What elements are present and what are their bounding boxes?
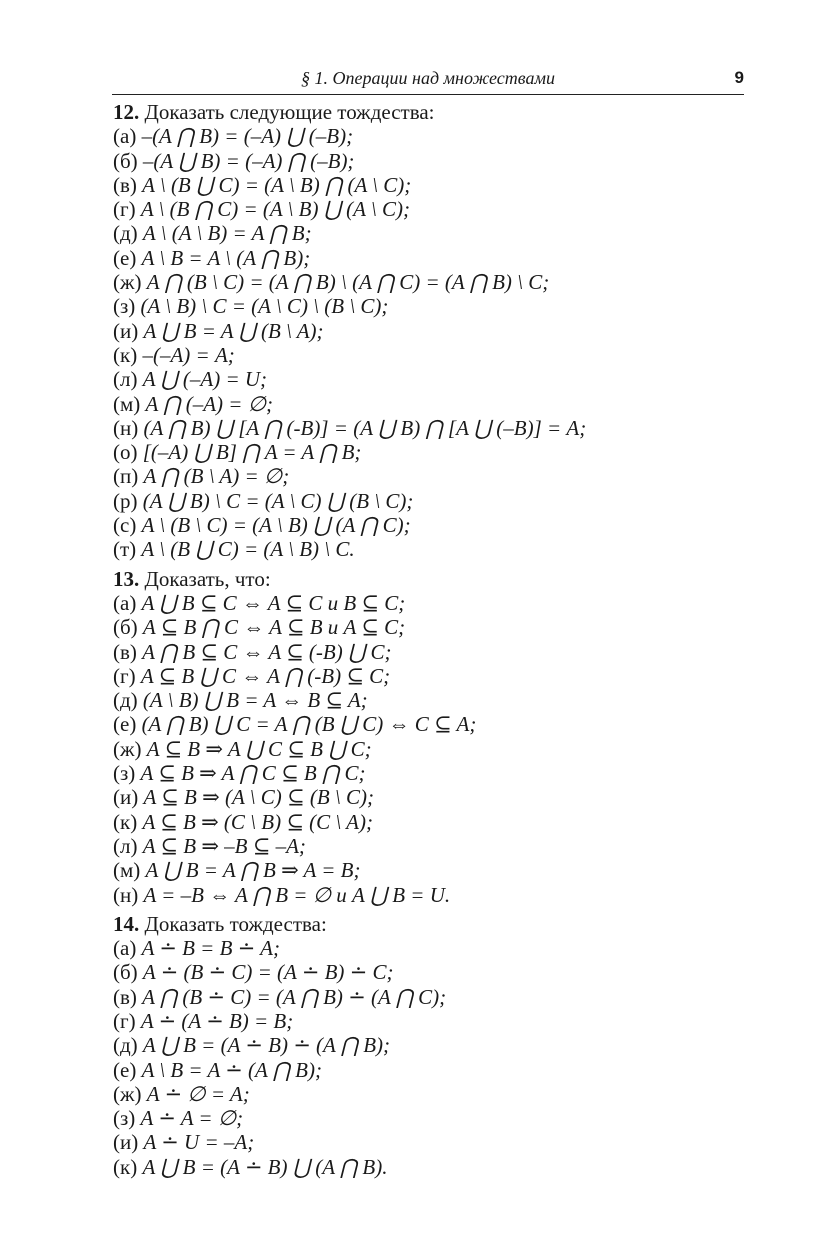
exercise-item bbox=[113, 440, 753, 464]
exercise-item bbox=[113, 246, 753, 270]
item-label: (г) bbox=[113, 197, 136, 222]
item-label: (ж) bbox=[113, 270, 142, 295]
item-formula: A ⋃ B = (A ∸ B) ⋃ (A ⋂ B). bbox=[142, 1154, 388, 1179]
exercise-item bbox=[113, 737, 753, 761]
item-label: (в) bbox=[113, 639, 137, 664]
item-formula: (A ⋃ B) \ C = (A \ C) ⋃ (B \ C); bbox=[142, 488, 414, 513]
exercise-item bbox=[113, 221, 753, 245]
item-formula: A ⊆ B ⇒ (C \ B) ⊆ (C \ A); bbox=[142, 809, 373, 834]
exercise-item bbox=[113, 858, 753, 882]
item-formula: (A ⋂ B) ⋃ [A ⋂ (-B)] = (A ⋃ B) ⋂ [A ⋃ (–B)] = A; bbox=[143, 415, 587, 440]
running-title: § 1. Операции над множествами bbox=[301, 68, 555, 88]
exercise-item bbox=[113, 664, 753, 688]
item-label: (л) bbox=[113, 367, 138, 392]
problem-statement: Доказать, что: bbox=[144, 566, 271, 591]
problem-title bbox=[113, 567, 753, 591]
item-formula: A \ (B \ C) = (A \ B) ⋃ (A ⋂ C); bbox=[141, 513, 411, 538]
exercise-item bbox=[113, 1058, 753, 1082]
item-label: (б) bbox=[113, 960, 138, 985]
item-formula: A ⋂ (–A) = ∅; bbox=[145, 391, 273, 416]
item-label: (к) bbox=[113, 1154, 138, 1179]
item-formula: –(A ⋂ B) = (–A) ⋃ (–B); bbox=[141, 124, 354, 149]
exercise-item bbox=[113, 416, 753, 440]
item-formula: A ∸ B = B ∸ A; bbox=[141, 936, 280, 961]
item-label: (а) bbox=[113, 124, 137, 149]
exercise-item bbox=[113, 513, 753, 537]
exercise-item bbox=[113, 615, 753, 639]
item-label: (д) bbox=[113, 221, 138, 246]
exercise-item bbox=[113, 392, 753, 416]
item-formula: A ⊆ B ⋂ C ⇔ A ⊆ B и A ⊆ C; bbox=[142, 615, 406, 640]
exercise-item bbox=[113, 1033, 753, 1057]
item-label: (з) bbox=[113, 294, 136, 319]
exercise-item bbox=[113, 712, 753, 736]
item-formula: A ⋃ B = (A ∸ B) ∸ (A ⋂ B); bbox=[142, 1033, 391, 1058]
problem-statement: Доказать следующие тождества: bbox=[144, 100, 435, 124]
exercise-item bbox=[113, 1130, 753, 1154]
item-formula: A = –B ⇔ A ⋂ B = ∅ и A ⋃ B = U. bbox=[143, 882, 451, 907]
item-label: (и) bbox=[113, 1130, 139, 1155]
item-formula: A \ B = A \ (A ⋂ B); bbox=[141, 245, 311, 270]
item-formula: –(A ⋃ B) = (–A) ⋂ (–B); bbox=[142, 148, 355, 173]
exercise-item bbox=[113, 883, 753, 907]
exercise-item bbox=[113, 785, 753, 809]
running-head bbox=[112, 64, 744, 95]
item-formula: A \ (B ⋃ C) = (A \ B) ⋂ (A \ C); bbox=[142, 172, 412, 197]
item-formula: (A \ B) \ C = (A \ C) \ (B \ C); bbox=[140, 294, 389, 319]
problem-12 bbox=[113, 100, 753, 562]
exercise-item bbox=[113, 985, 753, 1009]
item-label: (и) bbox=[113, 318, 139, 343]
item-label: (и) bbox=[113, 785, 139, 810]
exercise-item bbox=[113, 1082, 753, 1106]
item-label: (м) bbox=[113, 391, 141, 416]
item-formula: A ∸ (B ∸ C) = (A ∸ B) ∸ C; bbox=[142, 960, 394, 985]
item-formula: (A ⋂ B) ⋃ C = A ⋂ (B ⋃ C) ⇔ C ⊆ A; bbox=[141, 712, 477, 737]
item-label: (ж) bbox=[113, 1081, 142, 1106]
problem-title bbox=[113, 100, 753, 124]
item-formula: A \ B = A ∸ (A ⋂ B); bbox=[141, 1057, 322, 1082]
item-label: (д) bbox=[113, 688, 138, 713]
exercise-item bbox=[113, 197, 753, 221]
problem-number: 14. bbox=[113, 911, 140, 936]
item-label: (б) bbox=[113, 615, 138, 640]
item-list bbox=[113, 124, 753, 561]
item-formula: A ⋂ (B ∸ C) = (A ⋂ B) ∸ (A ⋂ C); bbox=[142, 984, 447, 1009]
item-formula: A ⋃ B ⊆ C ⇔ A ⊆ C и B ⊆ C; bbox=[141, 590, 406, 615]
item-formula: A ⋂ (B \ A) = ∅; bbox=[143, 464, 290, 489]
item-label: (е) bbox=[113, 712, 137, 737]
item-label: (с) bbox=[113, 513, 137, 538]
item-formula: A \ (B ⋂ C) = (A \ B) ⋃ (A \ C); bbox=[140, 197, 410, 222]
exercise-item bbox=[113, 149, 753, 173]
page-content bbox=[113, 100, 753, 1184]
item-label: (к) bbox=[113, 342, 138, 367]
item-formula: A ⋃ (–A) = U; bbox=[142, 367, 268, 392]
item-label: (г) bbox=[113, 1008, 136, 1033]
item-formula: (A \ B) ⋃ B = A ⇔ B ⊆ A; bbox=[142, 688, 368, 713]
exercise-item bbox=[113, 936, 753, 960]
item-label: (в) bbox=[113, 172, 137, 197]
item-list bbox=[113, 591, 753, 907]
page-number: 9 bbox=[734, 68, 744, 87]
exercise-item bbox=[113, 124, 753, 148]
exercise-item bbox=[113, 591, 753, 615]
item-formula: –(–A) = A; bbox=[142, 342, 235, 367]
item-label: (г) bbox=[113, 663, 136, 688]
item-label: (з) bbox=[113, 761, 136, 786]
exercise-item bbox=[113, 834, 753, 858]
item-label: (д) bbox=[113, 1033, 138, 1058]
problem-13 bbox=[113, 567, 753, 907]
item-label: (к) bbox=[113, 809, 138, 834]
exercise-item bbox=[113, 761, 753, 785]
problem-title bbox=[113, 912, 753, 936]
exercise-item bbox=[113, 173, 753, 197]
item-label: (н) bbox=[113, 415, 139, 440]
item-formula: A ∸ U = –A; bbox=[143, 1130, 255, 1155]
item-label: (а) bbox=[113, 590, 137, 615]
item-formula: A ∸ (A ∸ B) = B; bbox=[140, 1008, 294, 1033]
item-label: (о) bbox=[113, 440, 138, 465]
item-formula: [(–A) ⋃ B] ⋂ A = A ⋂ B; bbox=[142, 440, 362, 465]
item-formula: A ∸ ∅ = A; bbox=[146, 1081, 250, 1106]
item-label: (а) bbox=[113, 936, 137, 961]
item-label: (л) bbox=[113, 833, 138, 858]
item-label: (е) bbox=[113, 245, 137, 270]
exercise-item bbox=[113, 1009, 753, 1033]
item-formula: A \ (A \ B) = A ⋂ B; bbox=[142, 221, 312, 246]
exercise-item bbox=[113, 270, 753, 294]
item-label: (ж) bbox=[113, 736, 142, 761]
item-list bbox=[113, 936, 753, 1179]
item-formula: A ⋂ (B \ C) = (A ⋂ B) \ (A ⋂ C) = (A ⋂ B) \ C; bbox=[146, 270, 550, 295]
exercise-item bbox=[113, 810, 753, 834]
item-formula: A ⋂ B ⊆ C ⇔ A ⊆ (-B) ⋃ C; bbox=[142, 639, 392, 664]
problem-14 bbox=[113, 912, 753, 1179]
item-label: (в) bbox=[113, 984, 137, 1009]
item-label: (е) bbox=[113, 1057, 137, 1082]
item-formula: A ⊆ B ⇒ (A \ C) ⊆ (B \ C); bbox=[143, 785, 374, 810]
exercise-item bbox=[113, 489, 753, 513]
item-formula: A ⋃ B = A ⋂ B ⇒ A = B; bbox=[145, 858, 361, 883]
item-formula: A ⊆ B ⇒ A ⋂ C ⊆ B ⋂ C; bbox=[140, 761, 366, 786]
exercise-item bbox=[113, 294, 753, 318]
item-formula: A ⊆ B ⇒ –B ⊆ –A; bbox=[142, 833, 306, 858]
exercise-item bbox=[113, 1106, 753, 1130]
exercise-item bbox=[113, 367, 753, 391]
item-label: (м) bbox=[113, 858, 141, 883]
item-label: (з) bbox=[113, 1106, 136, 1131]
item-formula: A ∸ A = ∅; bbox=[140, 1106, 244, 1131]
problem-statement: Доказать тождества: bbox=[144, 911, 327, 936]
problem-number: 12. bbox=[113, 100, 140, 124]
exercise-item bbox=[113, 960, 753, 984]
problem-number: 13. bbox=[113, 566, 140, 591]
item-label: (н) bbox=[113, 882, 139, 907]
item-label: (т) bbox=[113, 537, 137, 562]
item-formula: A ⋃ B = A ⋃ (B \ A); bbox=[143, 318, 324, 343]
exercise-item bbox=[113, 688, 753, 712]
item-label: (б) bbox=[113, 148, 138, 173]
item-formula: A ⊆ B ⇒ A ⋃ C ⊆ B ⋃ C; bbox=[146, 736, 372, 761]
item-formula: A \ (B ⋃ C) = (A \ B) \ C. bbox=[141, 537, 355, 562]
exercise-item bbox=[113, 537, 753, 561]
item-label: (п) bbox=[113, 464, 139, 489]
exercise-item bbox=[113, 319, 753, 343]
exercise-item bbox=[113, 640, 753, 664]
exercise-item bbox=[113, 1155, 753, 1179]
exercise-item bbox=[113, 343, 753, 367]
item-label: (р) bbox=[113, 488, 138, 513]
item-formula: A ⊆ B ⋃ C ⇔ A ⋂ (-B) ⊆ C; bbox=[140, 663, 391, 688]
exercise-item bbox=[113, 464, 753, 488]
